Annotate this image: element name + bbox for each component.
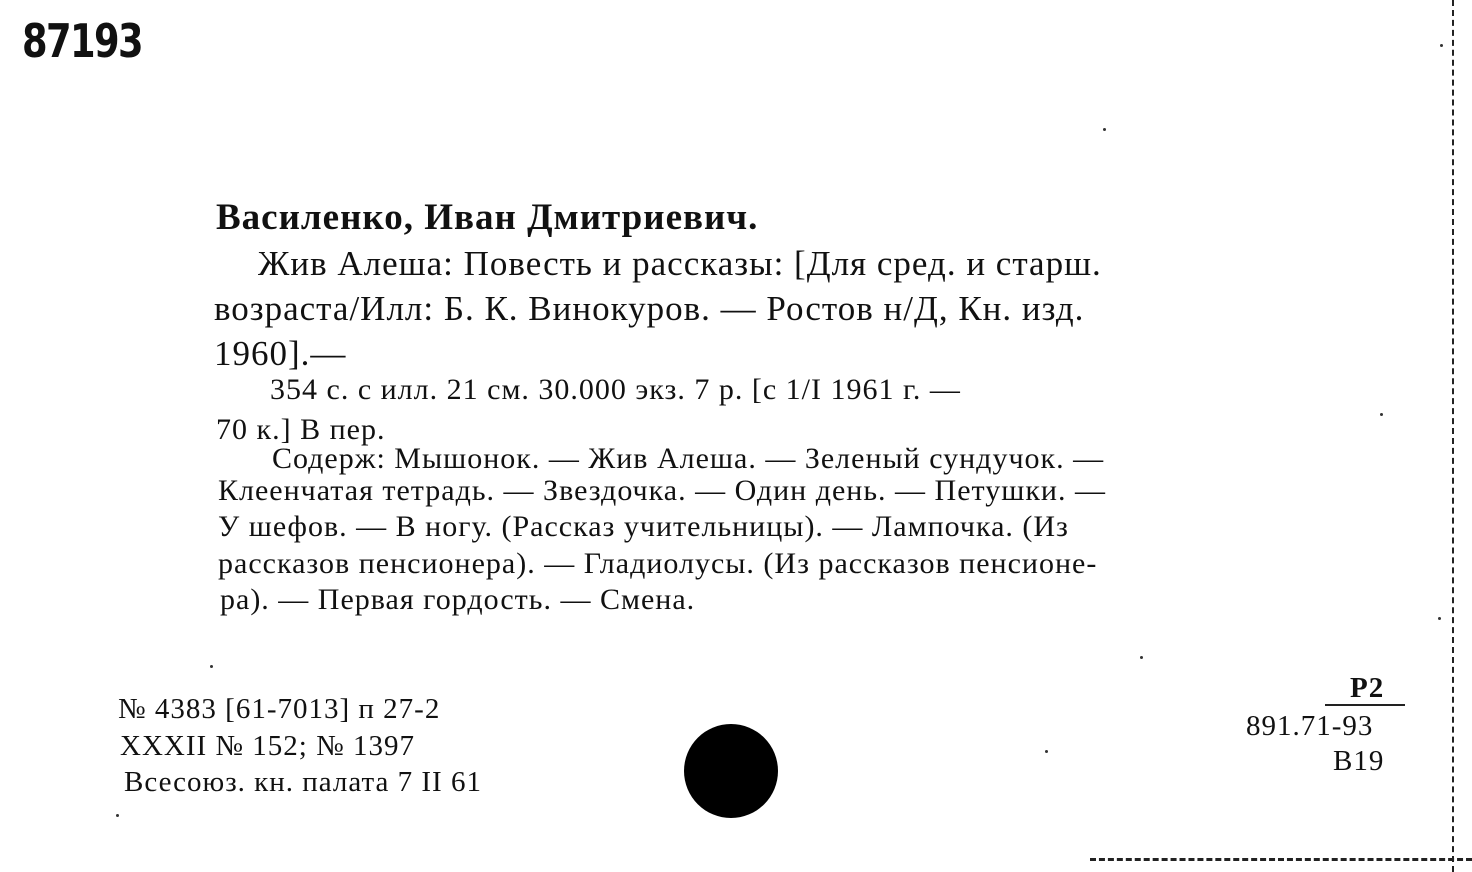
imprint-line-3: Всесоюз. кн. палата 7 II 61 <box>124 766 482 798</box>
classification-rule <box>1325 704 1405 706</box>
contents-line-3: У шефов. — В ногу. (Рассказ учительницы). — Лампочка. (Из <box>218 510 1069 543</box>
contents-line-5: ра). — Первая гордость. — Смена. <box>220 583 696 616</box>
speck <box>116 814 119 817</box>
contents-line-1: Содерж: Мышонок. — Жив Алеша. — Зеленый сундучок. — <box>272 442 1105 475</box>
title-line-3: 1960].— <box>214 334 347 373</box>
classification-middle: 891.71-93 <box>1246 710 1374 742</box>
speck <box>1103 128 1106 131</box>
speck <box>1438 617 1441 620</box>
handwritten-number: 87193 <box>22 14 143 68</box>
author-heading: Василенко, Иван Дмитриевич. <box>216 197 759 238</box>
classification-top: P2 <box>1350 672 1385 704</box>
title-line-1: Жив Алеша: Повесть и рассказы: [Для сред. и старш. <box>258 244 1102 283</box>
speck <box>1380 413 1383 416</box>
description-line-2: 70 к.] В пер. <box>216 413 386 446</box>
punch-hole <box>684 724 778 818</box>
imprint-line-2: XXXII № 152; № 1397 <box>120 730 416 762</box>
speck <box>210 665 213 668</box>
description-line-1: 354 с. с илл. 21 см. 30.000 экз. 7 р. [с 1/I 1961 г. — <box>270 373 961 406</box>
contents-line-4: рассказов пенсионера). — Гладиолусы. (Из рассказов пенсионе- <box>218 547 1098 580</box>
imprint-line-1: № 4383 [61-7013] п 27-2 <box>118 693 441 725</box>
speck <box>1140 656 1143 659</box>
title-line-2: возраста/Илл: Б. К. Винокуров. — Ростов н/Д, Кн. изд. <box>214 289 1085 328</box>
card-edge-right <box>1452 0 1459 872</box>
contents-line-2: Клеенчатая тетрадь. — Звездочка. — Один день. — Петушки. — <box>218 474 1106 507</box>
card-edge-bottom <box>1090 858 1472 861</box>
classification-bottom: В19 <box>1333 745 1385 777</box>
speck <box>1440 44 1443 47</box>
speck <box>1045 750 1048 753</box>
